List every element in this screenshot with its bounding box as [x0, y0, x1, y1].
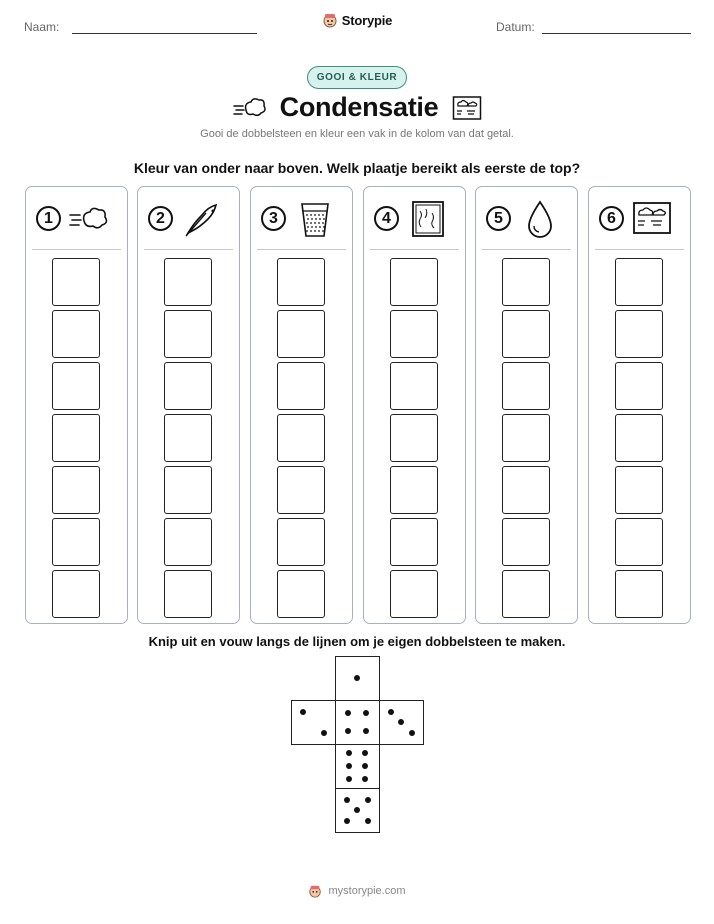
column-header	[364, 199, 465, 239]
column-1	[25, 186, 128, 624]
color-box[interactable]	[615, 362, 663, 410]
date-write-line	[542, 33, 691, 34]
color-box[interactable]	[615, 518, 663, 566]
water-drop-icon	[518, 199, 562, 239]
color-box[interactable]	[277, 466, 325, 514]
footer-url: mystorypie.com	[328, 885, 406, 897]
color-box[interactable]	[277, 518, 325, 566]
die-number-circle: 5	[486, 206, 511, 231]
column-divider	[32, 249, 121, 250]
die-pip	[300, 709, 306, 715]
die-number-circle: 3	[261, 206, 286, 231]
column-5	[475, 186, 578, 624]
cold-glass-icon	[293, 199, 337, 239]
column-divider	[595, 249, 684, 250]
die-pip	[354, 675, 360, 681]
breath-icon	[68, 199, 112, 239]
color-box[interactable]	[390, 258, 438, 306]
die-pip	[362, 776, 368, 782]
color-box[interactable]	[390, 414, 438, 462]
footer	[0, 884, 714, 898]
name-write-line	[72, 33, 257, 34]
column-header	[138, 199, 239, 239]
die-pip	[398, 719, 404, 725]
die-pip	[346, 750, 352, 756]
die-number-circle: 6	[599, 206, 624, 231]
color-box[interactable]	[164, 362, 212, 410]
color-box[interactable]	[52, 466, 100, 514]
column-4	[363, 186, 466, 624]
color-box[interactable]	[615, 570, 663, 618]
color-box[interactable]	[52, 310, 100, 358]
color-box[interactable]	[52, 570, 100, 618]
die-pip	[344, 797, 350, 803]
die-number-circle: 1	[36, 206, 61, 231]
column-divider	[482, 249, 571, 250]
die-number-circle: 2	[148, 206, 173, 231]
die-face-2	[291, 700, 336, 745]
color-box[interactable]	[277, 362, 325, 410]
color-box[interactable]	[52, 414, 100, 462]
storypie-mascot-icon	[322, 12, 338, 28]
die-pip	[344, 818, 350, 824]
feather-icon	[180, 199, 224, 239]
die-pip	[363, 710, 369, 716]
foggy-window-icon	[406, 199, 450, 239]
die-number-circle: 4	[374, 206, 399, 231]
die-pip	[365, 818, 371, 824]
color-box[interactable]	[502, 466, 550, 514]
clouds-picture-icon	[452, 95, 482, 121]
die-pip	[409, 730, 415, 736]
color-box[interactable]	[615, 466, 663, 514]
column-3	[250, 186, 353, 624]
die-face-3	[379, 700, 424, 745]
color-box[interactable]	[52, 362, 100, 410]
color-box[interactable]	[164, 518, 212, 566]
column-divider	[144, 249, 233, 250]
die-face-4	[335, 700, 380, 745]
die-face-6	[335, 744, 380, 789]
die-face-5	[335, 788, 380, 833]
color-box[interactable]	[615, 414, 663, 462]
color-box[interactable]	[502, 258, 550, 306]
column-2	[137, 186, 240, 624]
column-6	[588, 186, 691, 624]
title-row	[0, 92, 714, 123]
column-divider	[257, 249, 346, 250]
die-pip	[345, 728, 351, 734]
color-box[interactable]	[390, 362, 438, 410]
die-pip	[345, 710, 351, 716]
color-box[interactable]	[502, 414, 550, 462]
die-pip	[346, 776, 352, 782]
column-header	[26, 199, 127, 239]
brand-logo	[0, 12, 714, 28]
color-box[interactable]	[277, 258, 325, 306]
die-pip	[362, 750, 368, 756]
die-pip	[346, 763, 352, 769]
activity-badge: GOOI & KLEUR	[307, 66, 407, 89]
color-box[interactable]	[52, 518, 100, 566]
subtitle: Gooi de dobbelsteen en kleur een vak in de kolom van dat getal.	[200, 128, 514, 140]
storypie-mascot-icon	[308, 884, 322, 898]
color-box[interactable]	[390, 518, 438, 566]
name-label: Naam:	[24, 20, 60, 34]
color-box[interactable]	[164, 310, 212, 358]
die-pip	[388, 709, 394, 715]
column-header	[476, 199, 577, 239]
color-box[interactable]	[277, 310, 325, 358]
color-box[interactable]	[502, 570, 550, 618]
color-box[interactable]	[164, 466, 212, 514]
die-pip	[365, 797, 371, 803]
color-box[interactable]	[390, 466, 438, 514]
page-title: Condensatie	[279, 92, 439, 122]
color-box[interactable]	[615, 310, 663, 358]
die-face-1	[335, 656, 380, 701]
column-header	[251, 199, 352, 239]
die-pip	[354, 807, 360, 813]
die-pip	[321, 730, 327, 736]
die-pip	[363, 728, 369, 734]
breath-icon	[232, 95, 266, 121]
date-label: Datum:	[496, 20, 535, 34]
color-box[interactable]	[164, 414, 212, 462]
color-box[interactable]	[615, 258, 663, 306]
color-box[interactable]	[502, 362, 550, 410]
color-box[interactable]	[390, 570, 438, 618]
color-box[interactable]	[277, 570, 325, 618]
color-box[interactable]	[390, 310, 438, 358]
color-box[interactable]	[164, 258, 212, 306]
color-box[interactable]	[502, 518, 550, 566]
brand-name: Storypie	[341, 12, 393, 28]
color-box[interactable]	[502, 310, 550, 358]
color-box[interactable]	[164, 570, 212, 618]
column-divider	[370, 249, 459, 250]
coloring-instruction: Kleur van onder naar boven. Welk plaatje bereikt als eerste de top?	[133, 160, 581, 176]
clouds-picture-icon	[631, 199, 675, 239]
die-instruction: Knip uit en vouw langs de lijnen om je eigen dobbelsteen te maken.	[148, 634, 566, 649]
color-box[interactable]	[52, 258, 100, 306]
die-pip	[362, 763, 368, 769]
column-header	[589, 199, 690, 239]
color-box[interactable]	[277, 414, 325, 462]
